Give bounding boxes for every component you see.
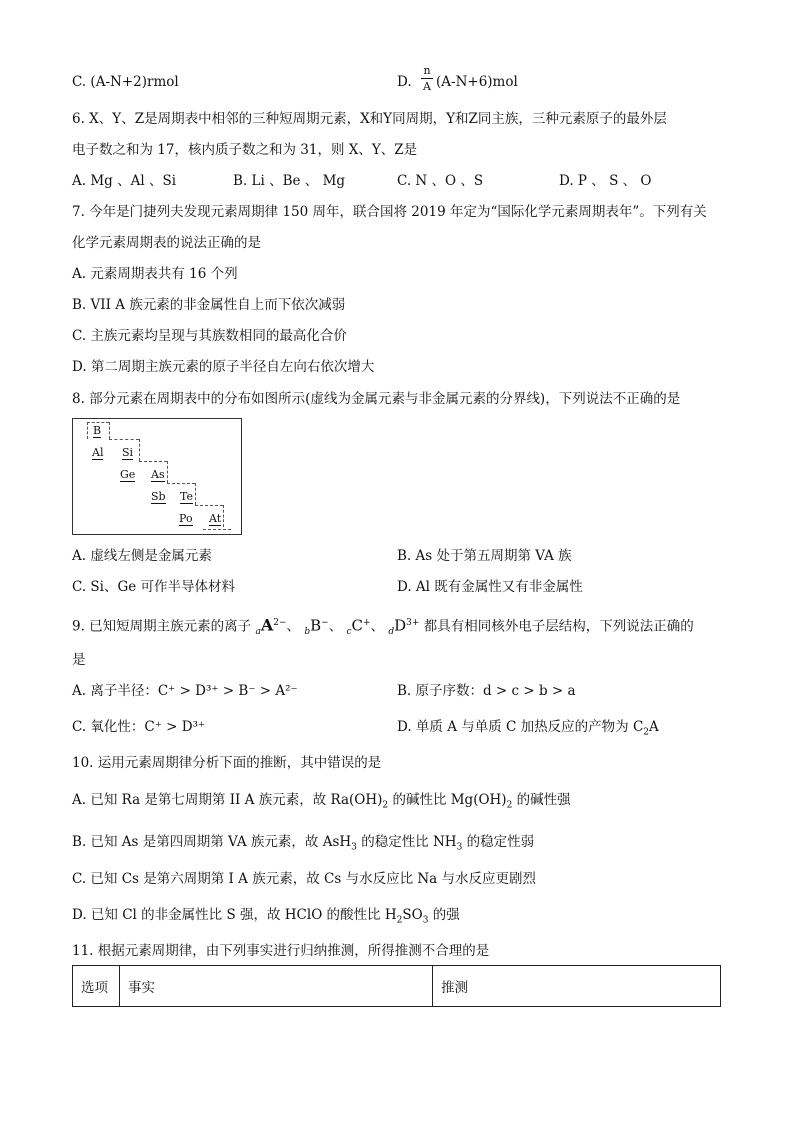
q9-stem-line2: 是: [72, 652, 86, 668]
q10-option-c: C. 已知 Cs 是第六周期第 I A 族元素，故 Cs 与水反应比 Na 与水反应更剧烈: [72, 871, 537, 887]
text: 的强: [428, 907, 460, 923]
table-header-cell: 选项: [73, 966, 120, 1007]
text: D. 已知 Cl 的非金属性比 S 强，故 HClO 的酸性比 H: [72, 907, 397, 923]
q8-option-a: A. 虚线左侧是金属元素: [72, 548, 212, 564]
ion-d-sub: d: [388, 627, 395, 638]
element-ge: Ge: [120, 468, 136, 481]
q10-option-d: [72, 906, 460, 930]
fraction-numerator: n: [423, 64, 431, 77]
q7-stem-line1: 7. 今年是门捷列夫发现元素周期律 150 周年，联合国将 2019 年定为“国际化学元素周期表年”。下列有关: [72, 204, 707, 220]
element-si: Si: [122, 446, 134, 459]
fraction-denominator: A: [423, 80, 431, 93]
q9-option-c: C. 氧化性：C⁺ > D³⁺: [72, 719, 206, 735]
q9-stem: [72, 614, 694, 641]
ion-b-charge: −: [321, 618, 329, 628]
ion-a-charge: 2−: [273, 618, 287, 628]
q6-stem-line1: 6. X、Y、Z是周期表中相邻的三种短周期元素，X和Y同周期，Y和Z同主族，三种元素原子的最外层: [72, 111, 667, 127]
q6-stem-line2: 电子数之和为 17，核内质子数之和为 31，则 X、Y、Z是: [72, 142, 418, 158]
table-header-cell: 事实: [120, 966, 433, 1007]
table-header-cell: 推测: [433, 966, 721, 1007]
element-sb: Sb: [151, 490, 166, 503]
q5-option-d-label: D.: [397, 74, 412, 90]
q9-option-d-text: D. 单质 A 与单质 C 加热反应的产物为 C: [397, 719, 644, 735]
q8-option-c: C. Si、Ge 可作半导体材料: [72, 579, 236, 595]
separator: 、: [328, 618, 343, 635]
q6-option-d: D. P 、 S 、 O: [559, 173, 652, 189]
q9-stem-part: 都具有相同核外电子层结构，下列说法正确的: [423, 618, 694, 635]
q7-stem-line2: 化学元素周期表的说法正确的是: [72, 235, 261, 251]
separator: 、: [286, 618, 301, 635]
q5-option-d-rest: (A-N+6)mol: [436, 74, 518, 90]
ion-a-symbol: A: [260, 615, 274, 635]
boundary-dash: [87, 422, 88, 439]
subscript: 2: [382, 800, 389, 811]
ion-d-charge: 3+: [406, 618, 420, 628]
q11-stem: 11. 根据元素周期律，由下列事实进行归纳推测，所得推测不合理的是: [72, 943, 490, 959]
ion-c-sub: c: [346, 627, 352, 638]
ion-b-sub: b: [304, 627, 311, 638]
q8-option-b: B. As 处于第五周期第 VA 族: [397, 548, 572, 564]
text: B. 已知 As 是第四周期第 VA 族元素，故 AsH: [72, 834, 352, 850]
element-te: Te: [180, 490, 193, 503]
element-at: At: [209, 512, 222, 525]
boundary-dash: [203, 529, 231, 530]
subscript: 2: [643, 727, 650, 738]
q10-option-a: [72, 791, 571, 815]
q7-option-c: C. 主族元素均呈现与其族数相同的最高化合价: [72, 328, 347, 344]
q9-option-a: A. 离子半径：C⁺ > D³⁺ > B⁻ > A²⁻: [72, 683, 298, 699]
element-b: B: [93, 424, 102, 437]
q7-option-b: B. VII A 族元素的非金属性自上而下依次减弱: [72, 297, 346, 313]
q7-option-a: A. 元素周期表共有 16 个列: [72, 266, 238, 282]
ion-c-charge: +: [363, 618, 371, 628]
boundary-dash: [87, 422, 109, 423]
ion-d-symbol: D: [394, 616, 407, 635]
boundary-dash: [139, 461, 167, 462]
q9-stem-part: 9. 已知短周期主族元素的离子: [72, 618, 252, 635]
element-al: Al: [92, 446, 104, 459]
subscript: 3: [456, 842, 463, 853]
table-header-row: [73, 966, 721, 1007]
q11-table: [72, 965, 721, 1007]
text: 的稳定性比 NH: [356, 834, 457, 850]
text: 的稳定性弱: [462, 834, 535, 850]
element-as: As: [151, 468, 165, 481]
subscript: 3: [351, 842, 357, 853]
q8-stem: 8. 部分元素在周期表中的分布如图所示(虚线为金属元素与非金属元素的分界线)，下列说法不正确的是: [72, 391, 681, 407]
element-po: Po: [179, 512, 193, 525]
q6-option-c: C. N 、O 、S: [397, 173, 484, 189]
ion-c-symbol: C: [351, 616, 364, 635]
q5-option-c: C. (A-N+2)rmol: [72, 74, 179, 90]
q7-option-d: D. 第二周期主族元素的原子半径自左向右依次增大: [72, 359, 375, 375]
boundary-dash: [109, 422, 110, 439]
q10-stem: 10. 运用元素周期律分析下面的推断，其中错误的是: [72, 755, 382, 771]
text: 的碱性比 Mg(OH): [388, 792, 507, 808]
periodic-table-figure: [72, 418, 242, 535]
boundary-dash: [195, 483, 196, 505]
fraction-bar: [421, 78, 433, 79]
q6-option-b: B. Li 、Be 、 Mg: [233, 173, 346, 189]
q9-option-b: B. 原子序数：d > c > b > a: [397, 683, 576, 699]
ion-b-symbol: B: [310, 616, 322, 635]
boundary-dash: [109, 439, 139, 440]
q8-option-d: D. Al 既有金属性又有非金属性: [397, 579, 583, 595]
separator: 、: [370, 618, 385, 635]
boundary-dash: [139, 439, 140, 461]
boundary-dash: [223, 505, 224, 527]
subscript: 2: [396, 915, 403, 926]
boundary-dash: [167, 461, 168, 483]
q5-option-d-fraction: [421, 64, 433, 93]
boundary-dash: [167, 483, 195, 484]
subscript: 2: [506, 800, 513, 811]
q9-option-d: [397, 718, 659, 742]
q9-option-d-text: A: [649, 719, 659, 735]
ion-a-sub: a: [255, 627, 261, 638]
text: SO: [402, 907, 423, 923]
q6-option-a: A. Mg 、Al 、Si: [72, 173, 177, 189]
boundary-dash: [195, 505, 223, 506]
text: 的碱性强: [512, 792, 571, 808]
text: A. 已知 Ra 是第七周期第 II A 族元素，故 Ra(OH): [72, 792, 383, 808]
subscript: 3: [422, 915, 429, 926]
q10-option-b: [72, 833, 534, 857]
